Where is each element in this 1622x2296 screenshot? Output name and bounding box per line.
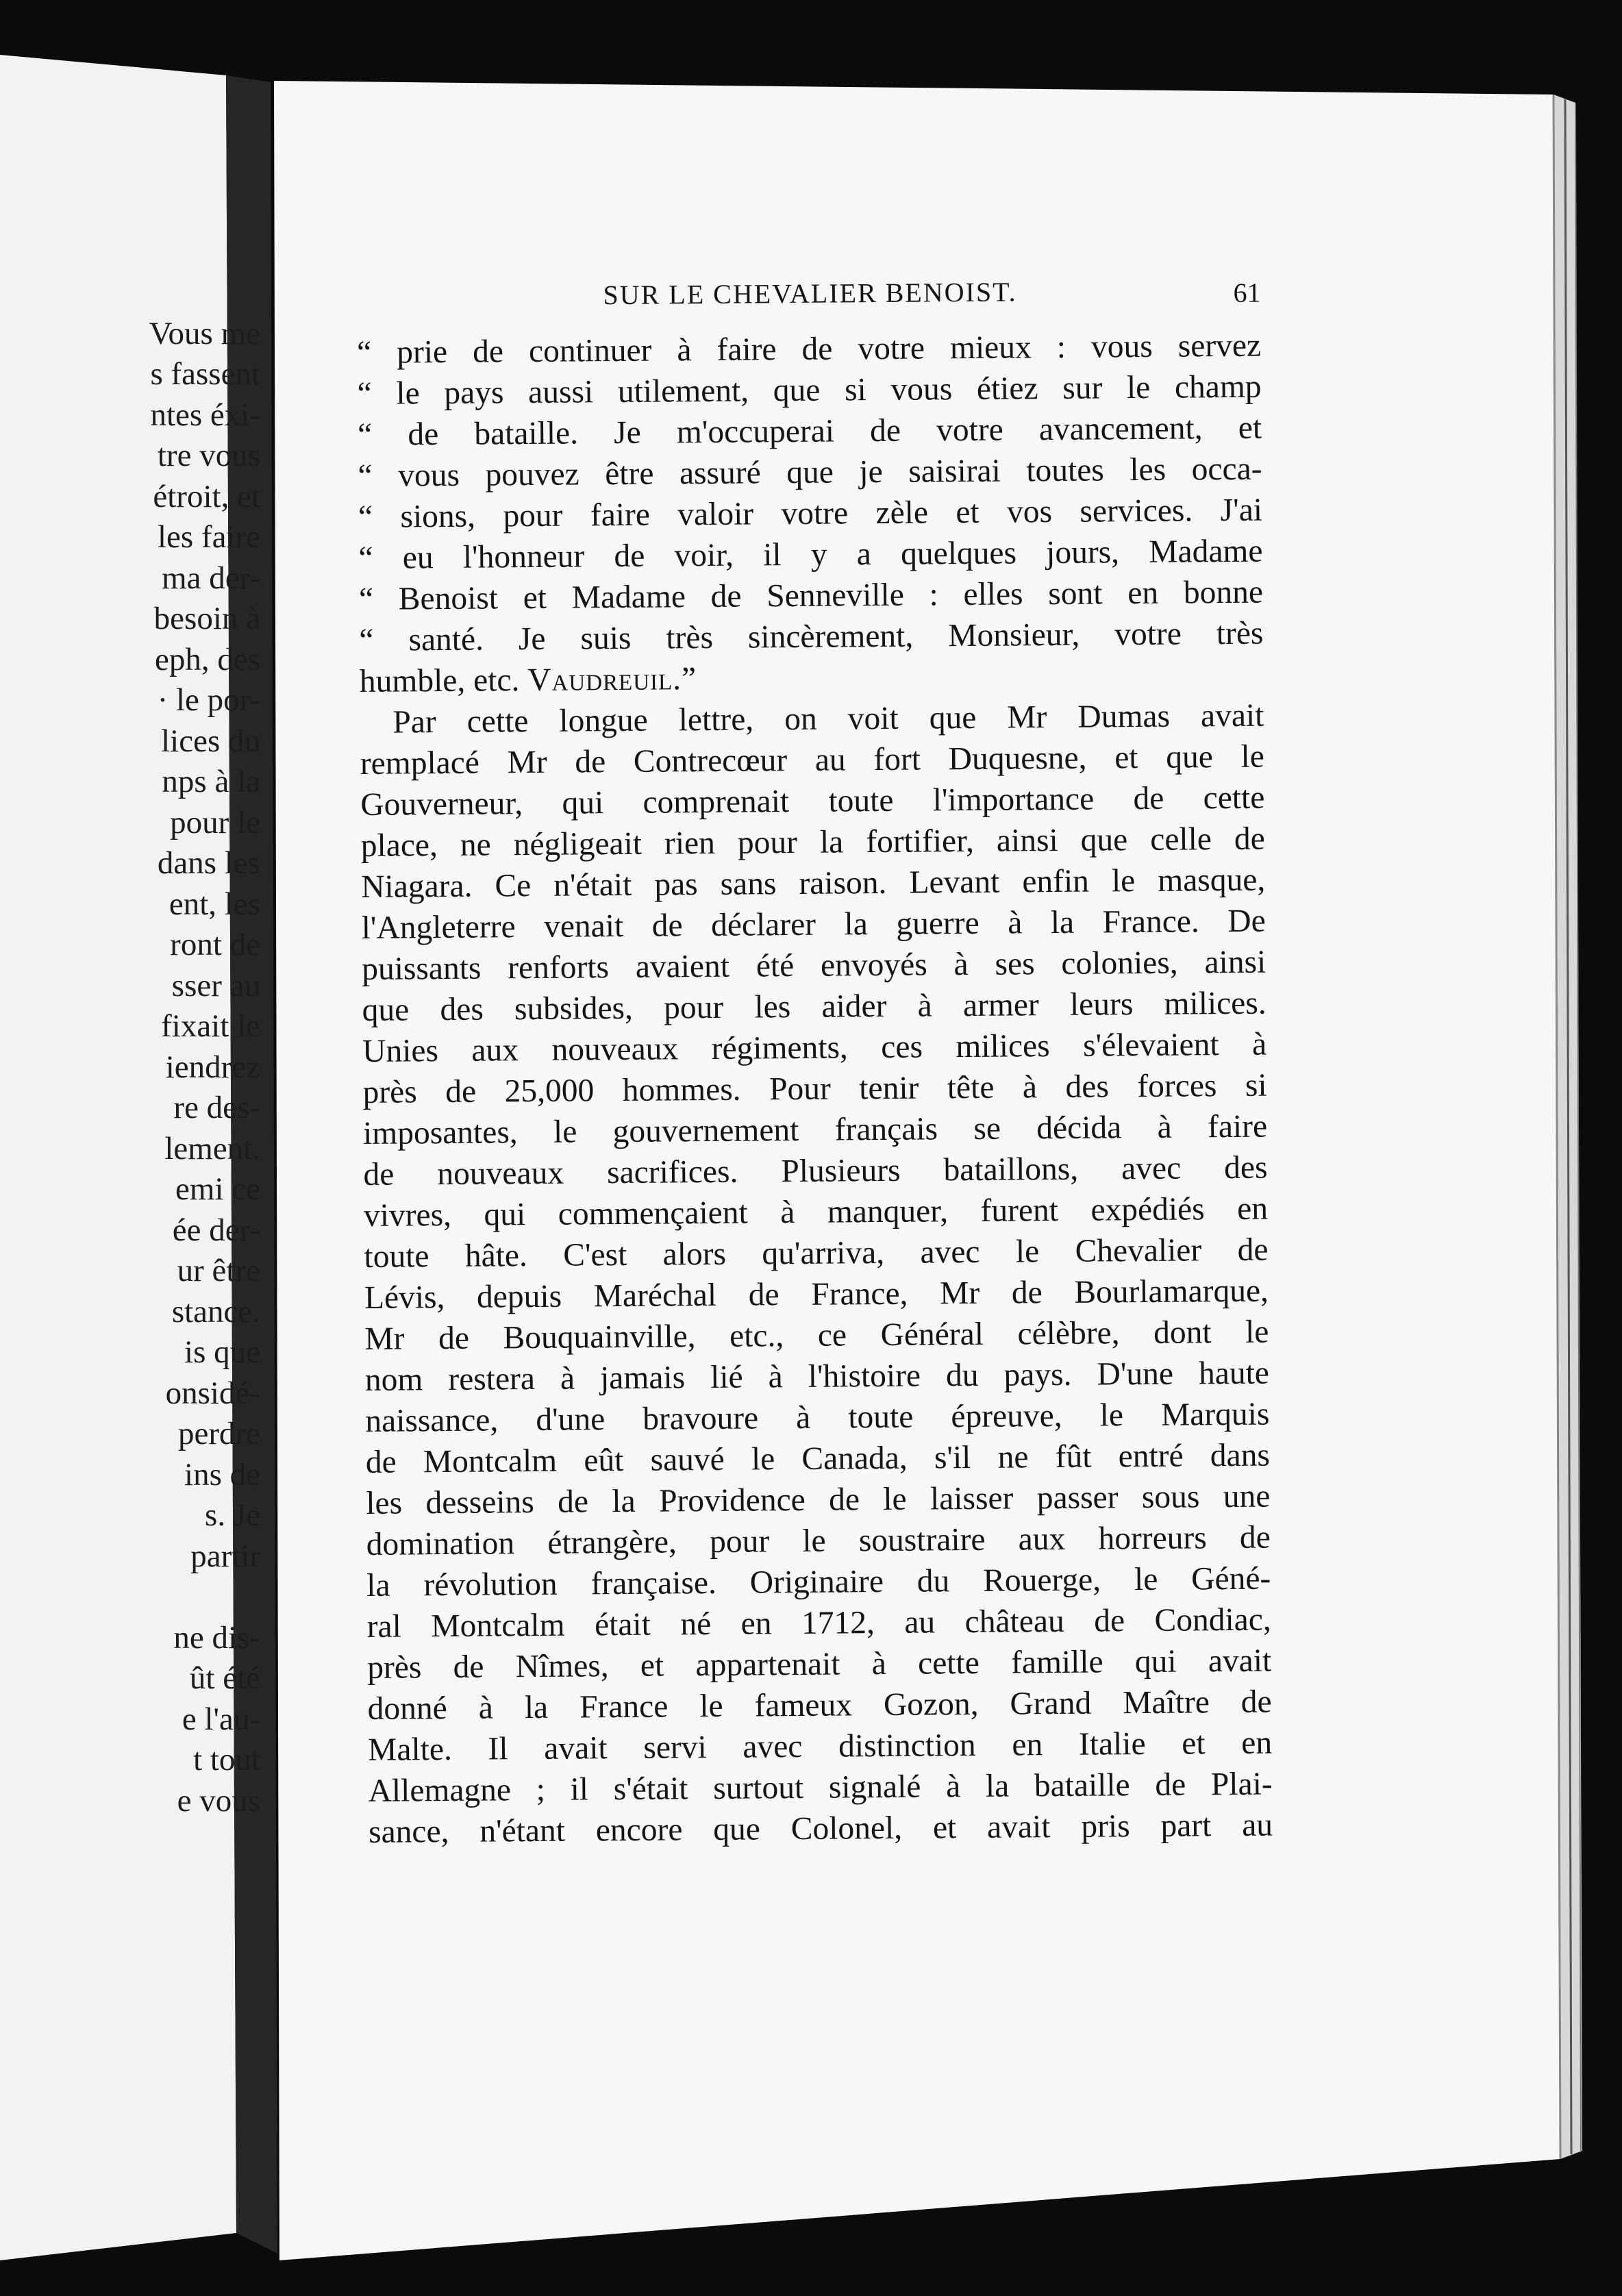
paragraph-line: toute hâte. C'est alors qu'arriva, avec le Chevalier de (364, 1232, 1269, 1275)
left-page-line: e l'au- (182, 1701, 260, 1737)
paragraph-line: Lévis, depuis Maréchal de France, Mr de Bourlamarque, (364, 1273, 1269, 1316)
paragraph-line: Par cette longue lettre, on voit que Mr Dumas avait (392, 697, 1264, 740)
letter-line: “ santé. Je suis très sincèrement, Monsieur, votre très (359, 615, 1264, 658)
letter-line: “ le pays aussi utilement, que si vous étiez sur le champ (357, 369, 1262, 412)
left-page-line: emi ce (175, 1171, 260, 1207)
paragraph-line: la révolution française. Originaire du Rouerge, le Géné- (366, 1560, 1271, 1604)
running-title: SUR LE CHEVALIER BENOIST. (603, 276, 1017, 311)
left-page-line: stance. (171, 1294, 260, 1330)
letter-line: “ prie de continuer à faire de votre mieux : vous servez (356, 327, 1262, 371)
left-page-line: lices du (161, 723, 260, 759)
left-page-line: sser au (171, 968, 260, 1003)
left-page-line: e vous (177, 1783, 260, 1819)
paragraph-line: vivres, qui commençaient à manquer, furent expédiés en (363, 1190, 1269, 1234)
left-page-line: Vous me (149, 316, 260, 351)
left-page-line: pour le (170, 805, 260, 840)
paragraph-line: imposantes, le gouvernement français se décida à faire (362, 1108, 1268, 1151)
paragraph-line: de nouveaux sacrifices. Plusieurs bataillons, avec des (363, 1149, 1268, 1193)
paragraph-line: l'Angleterre venait de déclarer la guerre à la France. De (361, 903, 1266, 946)
left-page-line: tre vous (157, 438, 260, 473)
left-page-line: ût été (189, 1660, 260, 1696)
left-page-line: perdre (177, 1416, 260, 1451)
left-page-line: re des- (173, 1090, 260, 1125)
left-page-line: besoin à (153, 601, 260, 636)
paragraph-line: Unies aux nouveaux régiments, ces milices s'élevaient à (362, 1026, 1267, 1069)
left-page-line: ne dis- (173, 1620, 260, 1656)
left-page-line: is que (184, 1334, 260, 1370)
closing-text: humble, etc. (359, 662, 528, 699)
letter-line: “ vous pouvez être assuré que je saisirai toutes les occa- (358, 451, 1262, 494)
paragraph-line: naissance, d'une bravoure à toute épreuve, le Marquis (365, 1396, 1270, 1439)
left-page-line: s fassent (150, 356, 260, 392)
letter-closing (360, 654, 1264, 702)
left-page-line: · le por- (157, 682, 260, 718)
left-page-fragment (0, 0, 260, 2296)
letter-line: “ de bataille. Je m'occuperai de votre avancement, et (357, 410, 1262, 453)
left-page-line: nps à la (162, 764, 260, 799)
left-page-line: iendrez (165, 1049, 260, 1085)
left-page-line: dans les (157, 845, 260, 881)
paragraph-line: puissants renforts avaient été envoyés à ses colonies, ainsi (362, 944, 1267, 987)
left-page-line: ront de (170, 927, 260, 962)
paragraph-line: remplacé Mr de Contrecœur au fort Duquesne, et que le (360, 738, 1265, 782)
paragraph-line: de Montcalm eût sauvé le Canada, s'il ne fût entré dans (365, 1437, 1271, 1480)
signature: Vaudreuil.” (527, 661, 697, 699)
paragraph-line: que des subsides, pour les aider à armer leurs milices. (362, 985, 1267, 1028)
letter-line: “ sions, pour faire valoir votre zèle et vos services. J'ai (358, 492, 1263, 535)
running-head (356, 274, 1260, 322)
left-page-line: ur être (177, 1253, 260, 1288)
paragraph-line: Niagara. Ce n'était pas sans raison. Levant enfin le masque, (361, 862, 1266, 905)
letter-line: “ eu l'honneur de voir, il y a quelques jours, Madame (358, 533, 1263, 576)
left-page-line: ins de (184, 1457, 260, 1493)
paragraph-line: domination étrangère, pour le soustraire aux horreurs de (366, 1519, 1271, 1562)
left-page-line: partir (190, 1538, 260, 1574)
left-page-line: s. Je (205, 1497, 260, 1533)
paragraph-line: Gouverneur, qui comprenait toute l'importance de cette (360, 779, 1265, 823)
left-page-line: ent, les (169, 886, 260, 922)
left-page-line: les faire (157, 519, 260, 555)
paragraph-line: Malte. Il avait servi avec distinction en Italie et en (367, 1725, 1273, 1768)
paragraph-line: Mr de Bouquainville, etc., ce Général célèbre, dont le (364, 1314, 1269, 1357)
paragraph-line: nom restera à jamais lié à l'histoire du pays. D'une haute (364, 1355, 1270, 1398)
paragraph-line: Allemagne ; il s'était surtout signalé à la bataille de Plai- (368, 1766, 1273, 1809)
paragraph-line: près de Nîmes, et appartenait à cette famille qui avait (367, 1643, 1272, 1686)
left-page-line: t tout (193, 1742, 260, 1777)
left-page-line: fixait le (161, 1008, 260, 1044)
left-page-line: étroit, et (153, 479, 260, 514)
left-page-line: onsidé- (165, 1375, 260, 1411)
paragraph-line: sance, n'étant encore que Colonel, et avait pris part au (368, 1807, 1273, 1850)
letter-line: “ Benoist et Madame de Senneville : elles sont en bonne (358, 574, 1264, 617)
paragraph-line: donné à la France le fameux Gozon, Grand Maître de (367, 1684, 1272, 1727)
left-page-line: ma der- (162, 560, 260, 596)
paragraph-line: ral Montcalm était né en 1712, au château de Condiac, (366, 1601, 1271, 1645)
left-page-line: ntes éxi- (150, 397, 260, 433)
left-page-line: eph, des (154, 642, 260, 677)
book-page (356, 247, 1273, 1863)
left-page-line: ée der- (172, 1212, 260, 1248)
paragraph-line: place, ne négligeait rien pour la fortifier, ainsi que celle de (360, 821, 1265, 864)
left-page-line: lement. (164, 1131, 260, 1166)
page-number: 61 (1233, 277, 1261, 308)
paragraph-line: près de 25,000 hommes. Pour tenir tête à des forces si (362, 1067, 1267, 1110)
paragraph-line: les desseins de la Providence de le laisser passer sous une (366, 1478, 1271, 1521)
